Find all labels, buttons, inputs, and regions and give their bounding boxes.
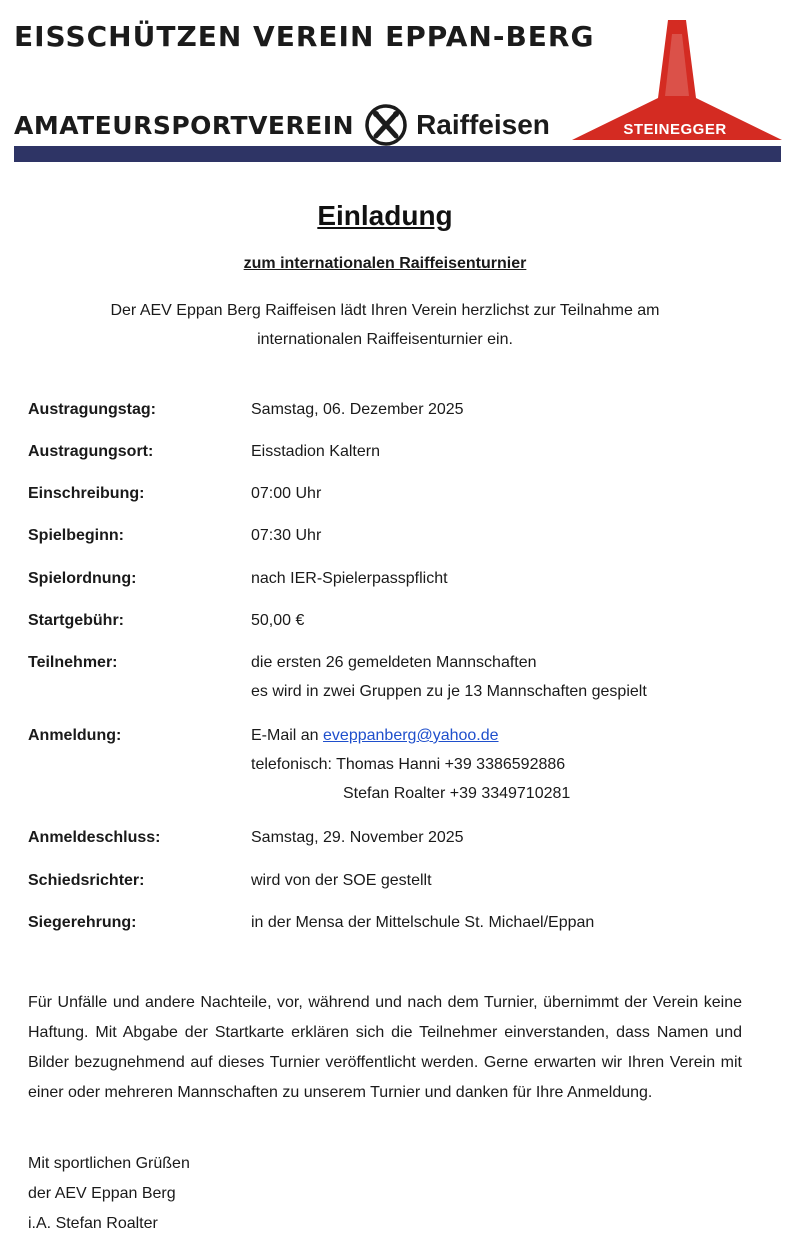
- detail-value: Samstag, 06. Dezember 2025: [251, 401, 464, 418]
- bank-name: Raiffeisen: [416, 109, 550, 140]
- detail-value: Samstag, 29. November 2025: [251, 829, 464, 846]
- detail-label: Schiedsrichter:: [28, 872, 145, 889]
- closing-sender: der AEV Eppan Berg: [28, 1185, 176, 1202]
- detail-value: 50,00 €: [251, 612, 305, 629]
- detail-value: Eisstadion Kaltern: [251, 443, 380, 460]
- detail-value: die ersten 26 gemeldeten Mannschaften: [251, 654, 537, 671]
- association-name: AMATEURSPORTVEREIN: [14, 110, 355, 140]
- detail-label: Anmeldung:: [28, 727, 122, 744]
- detail-label: Austragungstag:: [28, 401, 156, 418]
- intro-line: internationalen Raiffeisenturnier ein.: [257, 331, 513, 348]
- intro-text: [60, 296, 710, 354]
- raiffeisen-logo-icon: [364, 103, 408, 147]
- page-title: Einladung: [317, 200, 453, 231]
- detail-label: Einschreibung:: [28, 485, 145, 502]
- club-name: EISSCHÜTZEN VEREIN EPPAN-BERG: [14, 20, 595, 53]
- detail-label: Startgebühr:: [28, 612, 124, 629]
- closing-greeting: Mit sportlichen Grüßen: [28, 1155, 190, 1172]
- email-prefix: E-Mail an: [251, 727, 319, 744]
- detail-label: Siegerehrung:: [28, 914, 137, 931]
- detail-label: Teilnehmer:: [28, 654, 118, 671]
- email-link[interactable]: eveppanberg@yahoo.de: [323, 727, 499, 744]
- detail-value: es wird in zwei Gruppen zu je 13 Mannschaften gespielt: [251, 683, 647, 700]
- header-divider: [14, 146, 781, 162]
- detail-label: Spielordnung:: [28, 570, 137, 587]
- detail-value: in der Mensa der Mittelschule St. Michael/Eppan: [251, 914, 595, 931]
- detail-value: wird von der SOE gestellt: [251, 872, 432, 889]
- detail-label: Anmeldeschluss:: [28, 829, 161, 846]
- letterhead: [0, 0, 800, 170]
- detail-label: Spielbeginn:: [28, 527, 124, 544]
- detail-value: 07:30 Uhr: [251, 527, 322, 544]
- intro-line: Der AEV Eppan Berg Raiffeisen lädt Ihren Verein herzlichst zur Teilnahme am: [110, 302, 660, 319]
- page-subtitle: zum internationalen Raiffeisenturnier: [243, 255, 527, 272]
- detail-value: nach IER-Spielerpasspflicht: [251, 570, 448, 587]
- sponsor-name: STEINEGGER: [623, 121, 727, 138]
- association-line: [14, 103, 550, 147]
- closing-signature: i.A. Stefan Roalter: [28, 1215, 158, 1232]
- disclaimer-text: Für Unfälle und andere Nachteile, vor, während und nach dem Turnier, übernimmt der Verein keine Haftung. Mit Abgabe der Startkarte erklären sich die Teilnehmer einverstanden, dass Namen und Bilder bezugnehmend auf dieses Turnier veröffentlicht werden. Gerne erwarten wir Ihren Verein mit einer oder mehreren Mannschaften zu unserem Turnier und danken für Ihre Anmeldung.: [28, 994, 742, 1101]
- email-line: [251, 721, 570, 750]
- closing-block: [28, 1149, 190, 1239]
- detail-value: 07:00 Uhr: [251, 485, 322, 502]
- phone-line: telefonisch: Thomas Hanni +39 3386592886: [251, 756, 566, 773]
- detail-label: Austragungsort:: [28, 443, 154, 460]
- phone-line: Stefan Roalter +39 3349710281: [343, 785, 571, 802]
